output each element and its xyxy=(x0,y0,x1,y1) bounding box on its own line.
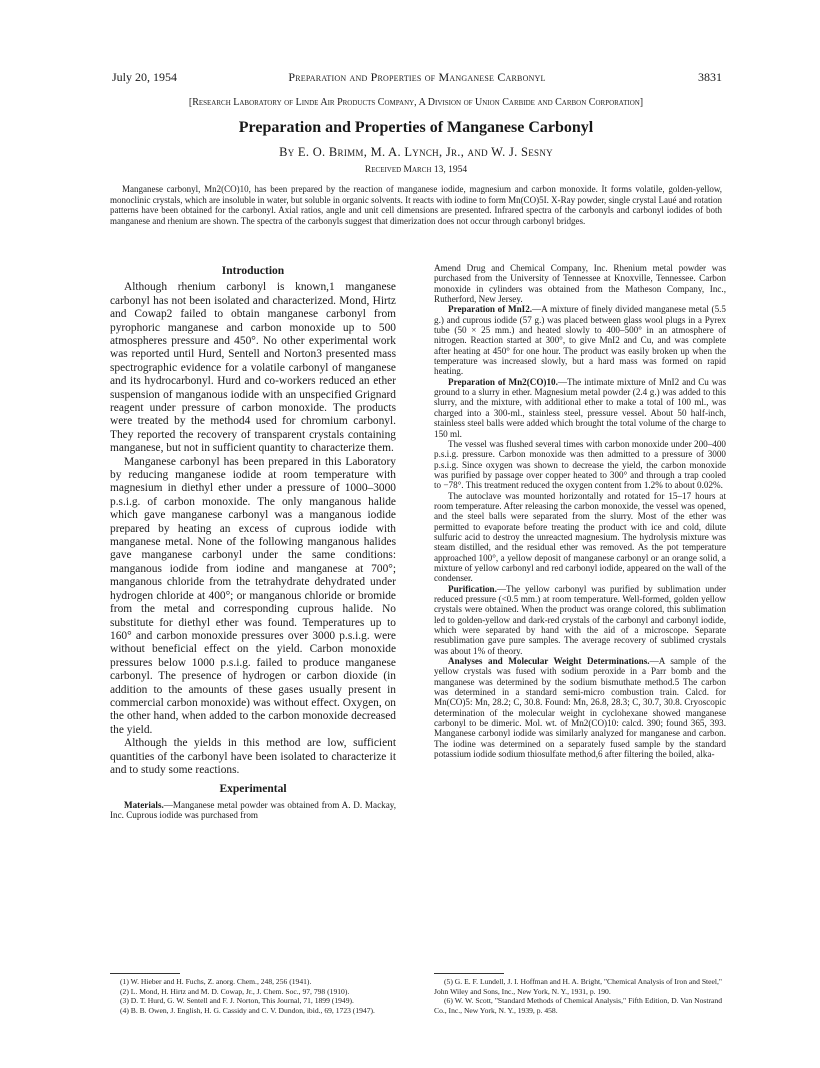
mni2-run-in-head: Preparation of MnI2. xyxy=(448,304,533,315)
mn2co10-text: —The intimate mixture of MnI2 and Cu was ground to a slurry in ether. Magnesium metal powder (2.4 g.) was added to this slurry, and the mixture, with additional ether to make a total of 100 ml., was charged into a 300-ml., stainless steel, pressure vessel. About 50 half-inch, stainless steel balls were added which brought the total volume of the charge to 150 ml. xyxy=(434,376,726,439)
intro-paragraph: Although the yields in this method are low, sufficient quantities of the carbonyl have been isolated to characterize it and to study some reactions. xyxy=(110,737,396,776)
issue-date: July 20, 1954 xyxy=(112,70,178,84)
footnotes-right xyxy=(434,977,722,1015)
running-head xyxy=(112,70,722,86)
vessel-paragraph: The vessel was flushed several times with carbon monoxide under 200–400 p.s.i.g. pressure. Carbon monoxide was then admitted to a pressure of 3000 p.s.i.g. Since oxygen was shown to decrease the yield, the carbon monoxide was purified by passage over copper heated to 300° and through a trap cooled to −78°. This treatment reduced the oxygen content from 1.2% to about 0.02%. xyxy=(434,438,726,491)
footnote-rule-right xyxy=(434,973,504,974)
experimental-heading: Experimental xyxy=(219,783,287,796)
analyses-text: —A sample of the yellow crystals was fused with sodium peroxide in a Parr bomb and the manganese was determined by the sodium bismuthate method.5 The carbon was determined in a standard semi-micro combustion train. Calcd. for Mn(CO)5: Mn, 28.2; C, 30.8. Found: Mn, 26.8, 28.3; C, 30.7, 30.8. Cryoscopic determination of the molecular weight in cyclohexane showed manganese carbonyl to be dimeric. Mol. wt. of Mn2(CO)10: calcd. 390; found 365, 393. Manganese carbonyl iodide was similarly analyzed for manganese and carbon. The iodine was determined on a separately fused sample by the standard potassium iodide sodium thiosulfate method,6 after filtering the boiled, alka- xyxy=(434,656,727,760)
abstract: Manganese carbonyl, Mn2(CO)10, has been prepared by the reaction of manganese iodide, magnesium and carbon monoxide. It forms volatile, golden-yellow, monoclinic crystals, which are insoluble in water, but soluble in organic solvents. It reacts with iodine to form Mn(CO)5I. X-Ray powder, single crystal Laué and rotation patterns have been obtained for the carbonyl. Axial ratios, angle and unit cell dimensions are presented. Infrared spectra of the carbonyls and carbonyl iodides of both manganese and rhenium are shown. The spectra of the carbonyls suggest that dimerization does not occur through carbonyl bridges. xyxy=(110,184,722,226)
mni2-text: —A mixture of finely divided manganese metal (5.5 g.) and cuprous iodide (57 g.) was placed between glass wool plugs in a Pyrex tube (50 × 25 mm.) and heated slowly to 400–500° in an atmosphere of nitrogen. Reaction started at 300°, to give MnI2 and Cu, and was complete after heating at 450° for one hour. The product was easily broken up when the temperature was increased slowly, but a hard mass was formed on rapid heating. xyxy=(434,304,726,377)
footnote: (4) B. B. Owen, J. English, H. G. Cassidy and C. V. Dundon, ibid., 69, 1723 (1947). xyxy=(120,1005,375,1015)
purification-run-in-head: Purification. xyxy=(448,583,497,594)
footnote: (1) W. Hieber and H. Fuchs, Z. anorg. Chem., 248, 256 (1941). xyxy=(120,977,312,986)
purification-text: —The yellow carbonyl was purified by sublimation under reduced pressure (<0.5 mm.) at room temperature. Well-formed, golden yellow crystals were obtained. When the product was orange colored, this sublimation led to golden-yellow and dark-red crystals of the carbonyl and carbonyl iodide, which were separated by hand with the aid of a microscope. Separate resublimation gave pure samples. The average recovery of sublimed crystals was about 1% of theory. xyxy=(434,583,726,656)
analyses-run-in-head: Analyses and Molecular Weight Determinations. xyxy=(448,656,650,667)
mn2co10-paragraph xyxy=(434,377,726,439)
footnotes-left xyxy=(110,977,398,1015)
author-line: By E. O. Brimm, M. A. Lynch, Jr., and W. J. Sesny xyxy=(279,145,553,159)
autoclave-paragraph: The autoclave was mounted horizontally and rotated for 15–17 hours at room temperature. After releasing the carbon monoxide, the vessel was opened, and the steel balls were separated from the slurry. Most of the ether was permitted to evaporate before treating the product with ice and cold, dilute sulfuric acid to destroy the unreacted magnesium. The hydrolysis mixture was steam distilled, and the residual ether was removed. As the pot temperature approached 100°, a yellow deposit of manganese carbonyl or an orange solid, a mixture of yellow carbonyl and red carbonyl iodide, appeared on the wall of the condenser. xyxy=(434,490,726,584)
mni2-paragraph xyxy=(434,304,726,376)
footnote: (5) G. E. F. Lundell, J. I. Hoffman and H. A. Bright, "Chemical Analysis of Iron and Steel," John Wiley and Sons, Inc., New York, N. Y., 1931, p. 190. xyxy=(434,977,722,996)
running-title: Preparation and Properties of Manganese Carbonyl xyxy=(288,70,546,84)
mn2co10-run-in-head: Preparation of Mn2(CO)10. xyxy=(448,376,558,387)
analyses-paragraph xyxy=(434,656,726,759)
right-column xyxy=(434,263,726,760)
footnote: (2) L. Mond, H. Hirtz and M. D. Cowap, Jr., J. Chem. Soc., 97, 798 (1910). xyxy=(120,986,350,996)
article-title: Preparation and Properties of Manganese Carbonyl xyxy=(238,119,594,136)
left-column xyxy=(110,263,396,820)
footnote: (6) W. W. Scott, "Standard Methods of Chemical Analysis," Fifth Edition, D. Van Nostrand Co., Inc., New York, N. Y., 1939, p. 458. xyxy=(434,996,722,1015)
footnote-rule-left xyxy=(110,973,180,974)
purification-paragraph xyxy=(434,584,726,656)
intro-paragraph: Manganese carbonyl has been prepared in this Laboratory by reducing manganese iodide at room temperature with magnesium in diethyl ether under a pressure of 1000–3000 p.s.i.g. of carbon monoxide. The only manganous halide which gave manganese carbonyl was a manganous iodide prepared by heating an excess of cuprous iodide with manganese metal. None of the following manganous halides gave manganese carbonyl under the same conditions: manganous iodide from iodine and manganese at 700°; manganous chloride from the tetrahydrate dehydrated under hydrogen chloride at 400°; or manganous chloride or bromide from the metal and corresponding cuprous halide. No substitute for diethyl ether was found. Temperatures up to 160° and carbon monoxide pressures over 3000 p.s.i.g. were without beneficial effect on the yield. Carbon monoxide pressures below 1000 p.s.i.g. failed to produce manganese carbonyl. The presence of hydrogen or carbon dioxide (in addition to the amounts of these gases usually present in commercial carbon monoxide) was without effect. Oxygen, on the other hand, when added to the carbon monoxide decreased the yield. xyxy=(110,455,396,736)
affiliation: [Research Laboratory of Linde Air Products Company, A Division of Union Carbide and Carbon Corporation] xyxy=(188,97,644,108)
materials-text: —Manganese metal powder was obtained from A. D. Mackay, Inc. Cuprous iodide was purchased from xyxy=(110,799,396,821)
intro-paragraph: Although rhenium carbonyl is known,1 manganese carbonyl has not been isolated and characterized. Mond, Hirtz and Cowap2 failed to obtain manganese carbonyl from pyrophoric manganese and carbon monoxide up to 500 atmospheres pressure and 450°. No other experimental work was reported until Hurd, Sentell and Norton3 presented mass spectrographic evidence for a volatile carbonyl of manganese and its hydrocarbonyl. Hurd and co-workers reduced an ether suspension of manganous iodide with an unspecified Grignard reagent under pressure of carbon monoxide. The products were treated by the method4 used for chromium carbonyl. They reported the recovery of transparent crystals containing manganese, but not in sufficient quantity to characterize them. xyxy=(110,281,396,455)
page-number: 3831 xyxy=(698,70,722,84)
received-date: Received March 13, 1954 xyxy=(364,165,468,175)
materials-paragraph xyxy=(110,800,396,821)
footnote: (3) D. T. Hurd, G. W. Sentell and F. J. Norton, This Journal, 71, 1899 (1949). xyxy=(120,996,354,1006)
introduction-heading: Introduction xyxy=(221,265,285,277)
materials-run-in-head: Materials. xyxy=(124,799,164,810)
materials-continued: Amend Drug and Chemical Company, Inc. Rhenium metal powder was purchased from the University of Tennessee at Knoxville, Tennessee. Carbon monoxide in cylinders was obtained from the Matheson Company, Inc., Rutherford, New Jersey. xyxy=(434,263,726,305)
